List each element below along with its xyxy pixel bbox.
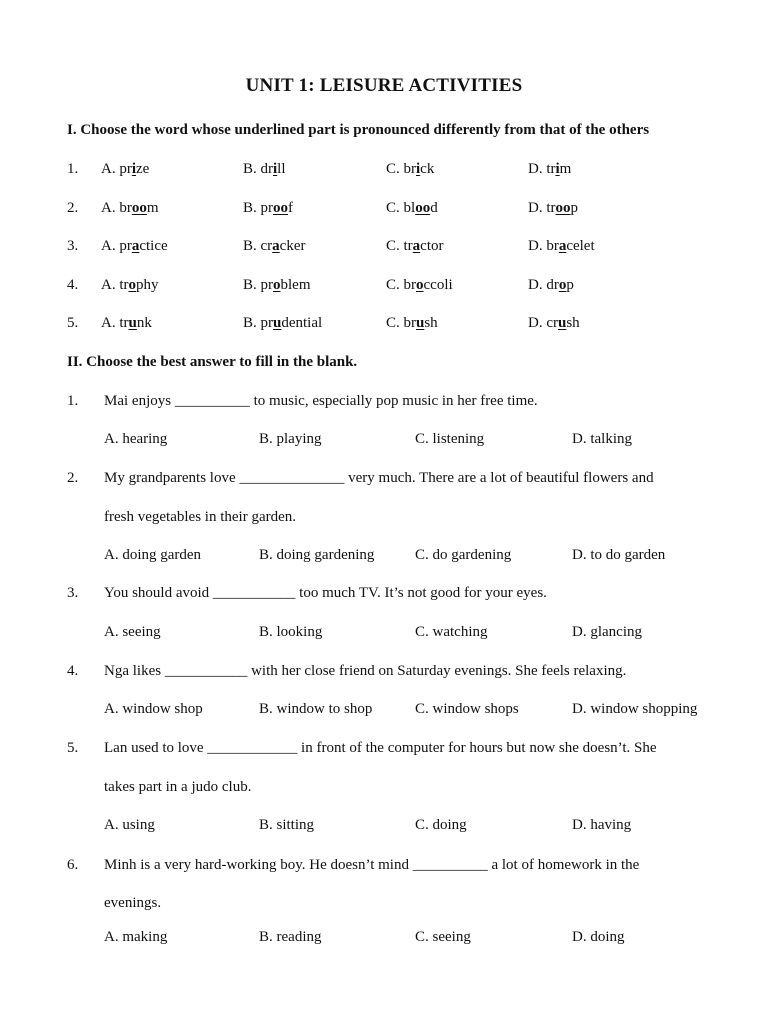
option-b: B. playing bbox=[259, 431, 322, 447]
page-title: UNIT 1: LEISURE ACTIVITIES bbox=[245, 75, 523, 96]
choice-text: D. dr bbox=[528, 277, 559, 293]
choice-text: p bbox=[570, 200, 578, 216]
option-d: D. talking bbox=[572, 431, 632, 447]
question-number: 4. bbox=[67, 663, 79, 679]
question-text: My grandparents love ______________ very much. There are a lot of beautiful flowers and bbox=[104, 470, 654, 486]
pronunciation-item bbox=[0, 315, 768, 337]
item-number: 3. bbox=[67, 238, 79, 254]
question-number: 2. bbox=[67, 470, 79, 486]
underlined-sound: a bbox=[272, 238, 280, 254]
choice-text: dential bbox=[281, 315, 323, 331]
underlined-sound: u bbox=[128, 315, 137, 331]
answer-options bbox=[0, 624, 768, 646]
question-text: Mai enjoys __________ to music, especially pop music in her free time. bbox=[104, 393, 538, 409]
option-b: B. sitting bbox=[259, 817, 315, 833]
underlined-sound: oo bbox=[131, 200, 147, 216]
underlined-sound: u bbox=[558, 315, 567, 331]
choice-c bbox=[386, 238, 444, 255]
choice-text: m bbox=[146, 200, 159, 216]
choice-text: f bbox=[288, 200, 293, 216]
choice-d bbox=[528, 238, 595, 255]
underlined-sound: o bbox=[558, 277, 567, 293]
question-text: Nga likes ___________ with her close friend on Saturday evenings. She feels relaxing. bbox=[104, 663, 627, 679]
choice-b bbox=[243, 200, 293, 217]
underlined-sound: i bbox=[416, 161, 421, 177]
choice-text: ck bbox=[420, 161, 435, 177]
choice-d bbox=[528, 277, 574, 294]
choice-text: C. tr bbox=[386, 238, 413, 254]
underlined-sound: u bbox=[273, 315, 282, 331]
choice-b bbox=[243, 161, 286, 178]
choice-d bbox=[528, 161, 571, 178]
choice-text: B. dr bbox=[243, 161, 273, 177]
option-b: B. reading bbox=[259, 929, 322, 945]
pronunciation-item bbox=[0, 238, 768, 260]
choice-b bbox=[243, 315, 322, 332]
question-line bbox=[0, 895, 768, 917]
option-d: D. doing bbox=[572, 929, 625, 945]
question-number: 6. bbox=[67, 857, 79, 873]
choice-a bbox=[101, 277, 159, 294]
choice-text: A. tr bbox=[101, 277, 129, 293]
question-line bbox=[0, 585, 768, 607]
option-a: A. window shop bbox=[104, 701, 203, 717]
question-line bbox=[0, 663, 768, 685]
question-line bbox=[0, 470, 768, 492]
choice-text: B. pr bbox=[243, 277, 273, 293]
answer-options bbox=[0, 817, 768, 839]
underlined-sound: a bbox=[131, 238, 140, 254]
choice-text: nk bbox=[136, 315, 152, 331]
choice-text: ll bbox=[277, 161, 286, 177]
choice-text: D. tr bbox=[528, 200, 556, 216]
choice-text: C. br bbox=[386, 161, 416, 177]
choice-text: D. cr bbox=[528, 315, 558, 331]
option-b: B. looking bbox=[259, 624, 323, 640]
choice-text: phy bbox=[136, 277, 159, 293]
item-number: 4. bbox=[67, 277, 79, 293]
choice-text: ccoli bbox=[423, 277, 453, 293]
option-c: C. doing bbox=[415, 817, 467, 833]
choice-text: sh bbox=[566, 315, 580, 331]
option-c: C. seeing bbox=[415, 929, 471, 945]
choice-text: B. cr bbox=[243, 238, 273, 254]
underlined-sound: oo bbox=[415, 200, 431, 216]
choice-text: sh bbox=[424, 315, 438, 331]
choice-a bbox=[101, 315, 152, 332]
option-d: D. glancing bbox=[572, 624, 642, 640]
choice-text: ze bbox=[136, 161, 150, 177]
question-text: takes part in a judo club. bbox=[104, 779, 252, 795]
underlined-sound: o bbox=[416, 277, 424, 293]
underlined-sound: i bbox=[555, 161, 560, 177]
option-d: D. window shopping bbox=[572, 701, 698, 717]
choice-text: d bbox=[430, 200, 438, 216]
choice-b bbox=[243, 277, 311, 294]
choice-text: blem bbox=[280, 277, 311, 293]
section-2-heading: II. Choose the best answer to fill in the blank. bbox=[67, 354, 358, 370]
option-b: B. doing gardening bbox=[259, 547, 375, 563]
underlined-sound: i bbox=[131, 161, 136, 177]
option-c: C. window shops bbox=[415, 701, 519, 717]
choice-text: m bbox=[559, 161, 572, 177]
choice-c bbox=[386, 277, 453, 294]
choice-text: A. pr bbox=[101, 238, 132, 254]
underlined-sound: a bbox=[558, 238, 567, 254]
option-a: A. making bbox=[104, 929, 168, 945]
question-line bbox=[0, 857, 768, 879]
option-c: C. watching bbox=[415, 624, 488, 640]
answer-options bbox=[0, 701, 768, 723]
question-number: 3. bbox=[67, 585, 79, 601]
choice-text: C. bl bbox=[386, 200, 416, 216]
option-d: D. to do garden bbox=[572, 547, 666, 563]
answer-options bbox=[0, 431, 768, 453]
option-d: D. having bbox=[572, 817, 632, 833]
pronunciation-item bbox=[0, 277, 768, 299]
option-a: A. using bbox=[104, 817, 155, 833]
question-line bbox=[0, 779, 768, 801]
choice-text: C. br bbox=[386, 315, 416, 331]
underlined-sound: i bbox=[273, 161, 278, 177]
choice-d bbox=[528, 315, 580, 332]
choice-text: D. tr bbox=[528, 161, 556, 177]
pronunciation-item bbox=[0, 161, 768, 183]
question-text: You should avoid ___________ too much TV. It’s not good for your eyes. bbox=[104, 585, 547, 601]
question-line bbox=[0, 509, 768, 531]
question-line bbox=[0, 740, 768, 762]
choice-text: celet bbox=[566, 238, 595, 254]
pronunciation-item bbox=[0, 200, 768, 222]
choice-text: ctor bbox=[420, 238, 444, 254]
underlined-sound: a bbox=[412, 238, 421, 254]
choice-text: B. pr bbox=[243, 315, 273, 331]
question-text: Minh is a very hard-working boy. He doesn’t mind __________ a lot of homework in the bbox=[104, 857, 640, 873]
question-line bbox=[0, 393, 768, 415]
choice-c bbox=[386, 200, 438, 217]
underlined-sound: u bbox=[416, 315, 425, 331]
item-number: 2. bbox=[67, 200, 79, 216]
question-text: fresh vegetables in their garden. bbox=[104, 509, 297, 525]
underlined-sound: o bbox=[128, 277, 136, 293]
choice-text: A. tr bbox=[101, 315, 129, 331]
option-a: A. doing garden bbox=[104, 547, 202, 563]
answer-options bbox=[0, 929, 768, 951]
question-number: 1. bbox=[67, 393, 79, 409]
choice-text: p bbox=[566, 277, 574, 293]
question-text: Lan used to love ____________ in front of the computer for hours but now she doesn’t. She bbox=[104, 740, 657, 756]
item-number: 1. bbox=[67, 161, 79, 177]
answer-options bbox=[0, 547, 768, 569]
underlined-sound: oo bbox=[273, 200, 288, 216]
option-a: A. hearing bbox=[104, 431, 168, 447]
item-number: 5. bbox=[67, 315, 79, 331]
choice-b bbox=[243, 238, 305, 255]
underlined-sound: oo bbox=[555, 200, 571, 216]
choice-text: A. pr bbox=[101, 161, 132, 177]
option-c: C. listening bbox=[415, 431, 485, 447]
option-a: A. seeing bbox=[104, 624, 161, 640]
choice-text: B. pr bbox=[243, 200, 273, 216]
choice-text: A. br bbox=[101, 200, 132, 216]
underlined-sound: o bbox=[273, 277, 281, 293]
choice-c bbox=[386, 161, 434, 178]
question-number: 5. bbox=[67, 740, 79, 756]
choice-a bbox=[101, 200, 159, 217]
section-1-heading: I. Choose the word whose underlined part is pronounced differently from that of the others bbox=[67, 122, 650, 138]
choice-d bbox=[528, 200, 578, 217]
choice-text: D. br bbox=[528, 238, 559, 254]
choice-a bbox=[101, 238, 168, 255]
choice-a bbox=[101, 161, 149, 178]
option-b: B. window to shop bbox=[259, 701, 373, 717]
choice-text: ctice bbox=[139, 238, 168, 254]
choice-text: cker bbox=[279, 238, 306, 254]
option-c: C. do gardening bbox=[415, 547, 512, 563]
choice-text: C. br bbox=[386, 277, 416, 293]
question-text: evenings. bbox=[104, 895, 162, 911]
choice-c bbox=[386, 315, 438, 332]
